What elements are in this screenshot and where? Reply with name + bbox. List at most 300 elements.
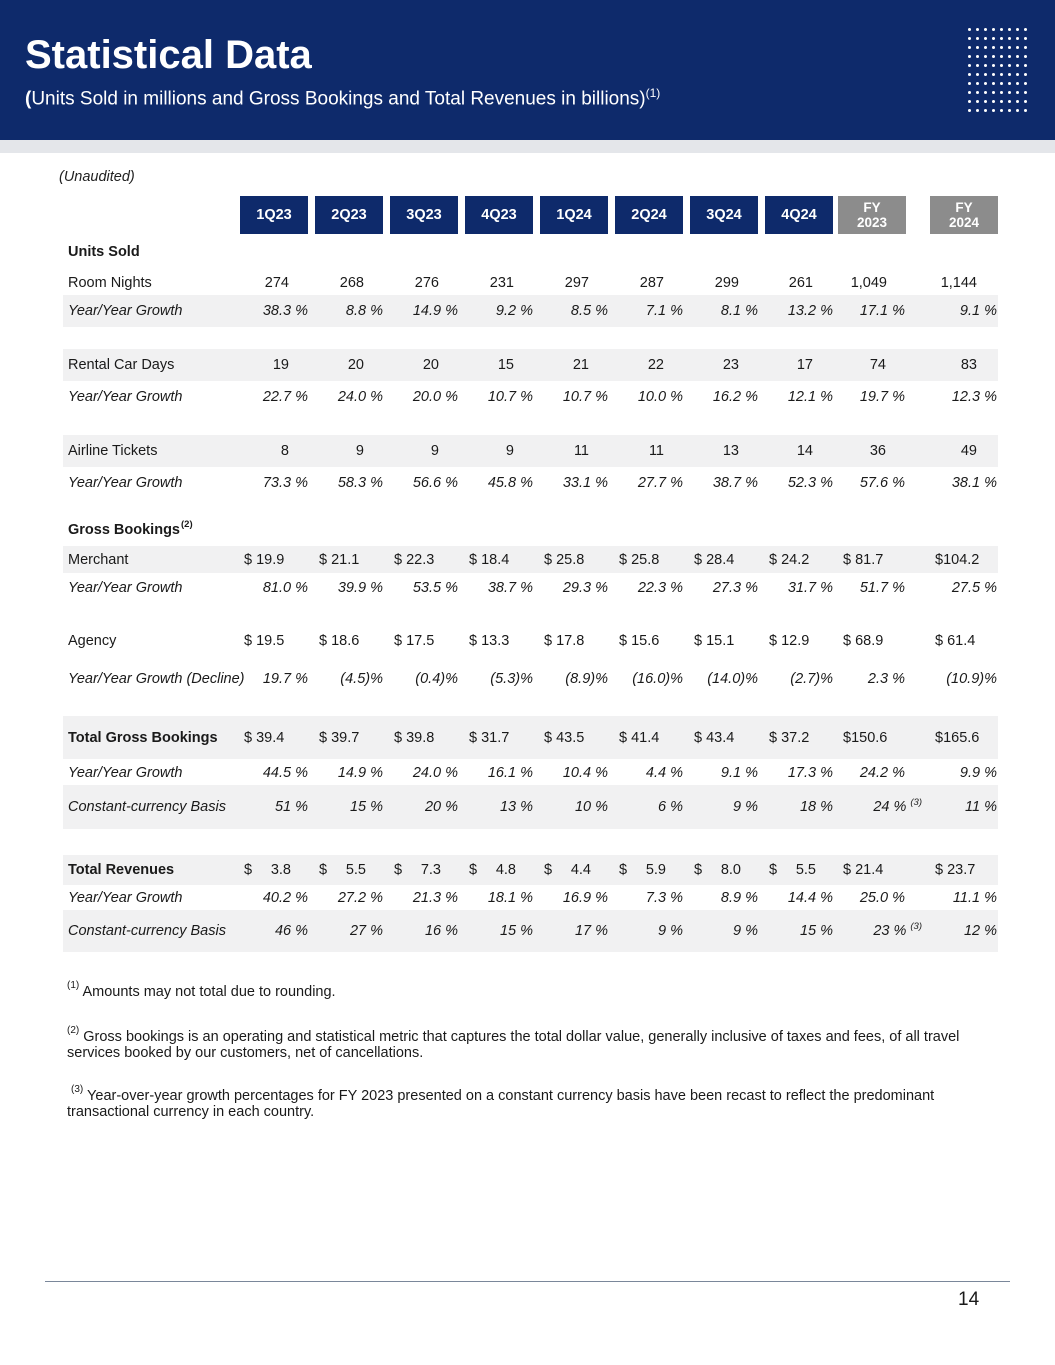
cell-value: $ 21.1 <box>319 551 360 568</box>
cell-currency-symbol: $ <box>769 862 778 878</box>
section-gross-bookings <box>63 514 998 546</box>
cell-value: 9 <box>505 443 514 459</box>
cell-value: 45.8 % <box>487 475 533 491</box>
cell-value: 38.7 % <box>712 475 758 491</box>
cell-value: 11.1 % <box>952 890 997 906</box>
row-label: Total Gross Bookings <box>68 729 218 746</box>
decorative-dot <box>968 64 971 67</box>
cell-value: 297 <box>564 274 589 291</box>
cell-value: 7.1 % <box>645 303 683 319</box>
table-row-room-nights-growth <box>63 295 998 327</box>
cell-value: 57.6 % <box>859 475 905 491</box>
table-row-airline-growth <box>63 467 998 499</box>
decorative-dot <box>1000 64 1003 67</box>
decorative-dot <box>1008 91 1011 94</box>
decorative-dot <box>992 46 995 49</box>
cell-value: 38.7 % <box>487 580 533 596</box>
cell-value: (0.4)% <box>415 671 458 687</box>
cell-value: 231 <box>489 274 514 291</box>
row-label: Year/Year Growth (Decline) <box>68 671 245 687</box>
cell-value: 276 <box>414 274 439 291</box>
footnote-text: Amounts may not total due to rounding. <box>82 983 336 1000</box>
header-divider <box>0 140 1055 153</box>
cell-value: $ 37.2 <box>769 729 810 746</box>
cell-value: 31.7 % <box>787 580 833 596</box>
decorative-dot <box>1000 91 1003 94</box>
cell-value: 44.5 % <box>262 764 308 781</box>
decorative-dot <box>1016 64 1019 67</box>
decorative-dot <box>1024 100 1027 103</box>
cell-value: 46 % <box>274 923 308 939</box>
cell-value: 13 % <box>499 799 533 815</box>
decorative-dot <box>1024 109 1027 112</box>
cell-value: $ 61.4 <box>935 633 976 649</box>
footnote-marker: (2) <box>67 1025 80 1036</box>
cell-value: 3.8 <box>270 862 291 878</box>
cell-value: 5.5 <box>345 862 366 878</box>
page-header <box>0 0 1055 140</box>
cell-value: $ 18.4 <box>469 551 510 568</box>
decorative-dot <box>976 109 979 112</box>
footnote-text: Gross bookings is an operating and statistical metric that captures the total dollar value, generally inclusive of taxes and fees, of all travel services booked by our customers, net of cancellations. <box>67 1028 960 1061</box>
decorative-dot <box>1016 82 1019 85</box>
cell-value: 16.2 % <box>712 389 758 405</box>
cell-value: 81.0 % <box>262 580 308 596</box>
cell-value: 12 % <box>963 923 997 939</box>
section-label: Units Sold <box>68 244 140 260</box>
cell-value: 19 <box>272 357 289 373</box>
row-label: Agency <box>68 633 117 649</box>
decorative-dot <box>1000 28 1003 31</box>
cell-value: 24.2 % <box>859 764 905 781</box>
table-row-agency <box>63 627 998 655</box>
cell-value: 38.1 % <box>951 475 997 491</box>
cell-value: 261 <box>788 274 813 291</box>
cell-value: 15 % <box>799 923 833 939</box>
subtitle-footnote-ref: (1) <box>645 86 661 100</box>
cell-value-text: 24 % <box>873 799 907 815</box>
row-label: Constant-currency Basis <box>68 799 226 815</box>
cell-value: 20 <box>422 357 439 373</box>
decorative-dot <box>1024 73 1027 76</box>
page-subtitle <box>25 86 660 110</box>
decorative-dot <box>1016 73 1019 76</box>
footnote-text: Year-over-year growth percentages for FY 2023 presented on a constant currency basis have been recast to reflect the predominant transactional currency in each country. <box>67 1087 935 1120</box>
footer-divider <box>45 1281 1010 1282</box>
decorative-dot <box>1016 55 1019 58</box>
decorative-dot <box>984 100 987 103</box>
cell-value: 10.7 % <box>487 389 533 405</box>
cell-value: 20 % <box>424 799 458 815</box>
cell-value <box>832 785 922 829</box>
column-header-1q23: 1Q23 <box>240 196 308 234</box>
cell-value: 20 <box>347 357 364 373</box>
decorative-dot <box>1016 37 1019 40</box>
row-label: Year/Year Growth <box>68 475 183 491</box>
cell-value: $ 31.7 <box>469 729 510 746</box>
decorative-dot <box>1024 28 1027 31</box>
cell-value: 49 <box>960 443 977 459</box>
cell-value: 15 % <box>349 799 383 815</box>
cell-value: (16.0)% <box>632 671 683 687</box>
table-row-room-nights <box>63 268 998 297</box>
cell-value: 16 % <box>424 923 458 939</box>
cell-value: 7.3 <box>420 862 441 878</box>
cell-value: 15 % <box>499 923 533 939</box>
cell-value: 6 % <box>658 799 683 815</box>
decorative-dot <box>1024 55 1027 58</box>
cell-value: 25.0 % <box>859 890 905 906</box>
table-row-airline-tickets <box>63 435 998 467</box>
cell-value: 73.3 % <box>262 475 308 491</box>
cell-value: 14.4 % <box>787 890 833 906</box>
row-label: Year/Year Growth <box>68 764 183 781</box>
subtitle-text: Units Sold in millions and Gross Bookings and Total Revenues in billions) <box>31 88 646 110</box>
cell-value: $165.6 <box>935 729 980 746</box>
decorative-dot <box>976 28 979 31</box>
decorative-dot <box>984 37 987 40</box>
cell-value: $104.2 <box>935 551 980 568</box>
decorative-dot <box>984 55 987 58</box>
column-header-3q24: 3Q24 <box>690 196 758 234</box>
decorative-dot <box>992 109 995 112</box>
cell-value: 7.3 % <box>645 890 683 906</box>
table-row-total-revenues <box>63 855 998 885</box>
decorative-dot <box>1024 91 1027 94</box>
cell-value: $ 19.5 <box>244 633 285 649</box>
decorative-dot <box>1016 109 1019 112</box>
cell-value: $ 15.1 <box>694 633 735 649</box>
cell-value: $ 25.8 <box>544 551 585 568</box>
cell-value: 38.3 % <box>262 303 308 319</box>
decorative-dot <box>992 37 995 40</box>
cell-value: $ 22.3 <box>394 551 435 568</box>
decorative-dot <box>992 91 995 94</box>
row-label: Constant-currency Basis <box>68 923 226 939</box>
cell-value: (5.3)% <box>490 671 533 687</box>
decorative-dot <box>992 55 995 58</box>
cell-value: 15 <box>497 357 514 373</box>
cell-value: $ 21.4 <box>843 862 884 878</box>
decorative-dot <box>1008 55 1011 58</box>
cell-value: 27.2 % <box>337 890 383 906</box>
cell-value: 8.8 % <box>345 303 383 319</box>
cell-value: $ 17.8 <box>544 633 585 649</box>
decorative-dot <box>968 109 971 112</box>
cell-value: 17 <box>796 357 813 373</box>
cell-value: $ 17.5 <box>394 633 435 649</box>
cell-value: 9 <box>430 443 439 459</box>
decorative-dot <box>1008 100 1011 103</box>
column-header-fy-2024: FY 2024 <box>930 196 998 234</box>
decorative-dot <box>976 73 979 76</box>
cell-value: 74 <box>869 357 886 373</box>
column-header-4q23: 4Q23 <box>465 196 533 234</box>
footnote-2 <box>67 1025 987 1061</box>
cell-footnote-ref: (3) <box>910 796 922 808</box>
cell-value: 20.0 % <box>412 389 458 405</box>
cell-currency-symbol: $ <box>544 862 553 878</box>
cell-value: 19.7 % <box>859 389 905 405</box>
cell-value: 22.3 % <box>637 580 683 596</box>
decorative-dot <box>1024 64 1027 67</box>
cell-value: $ 39.4 <box>244 729 285 746</box>
section-label <box>68 514 253 546</box>
cell-value: (4.5)% <box>340 671 383 687</box>
cell-value: 36 <box>869 443 886 459</box>
cell-value: 19.7 % <box>262 671 308 687</box>
decorative-dot <box>976 46 979 49</box>
cell-value: 39.9 % <box>337 580 383 596</box>
row-label: Airline Tickets <box>68 443 158 459</box>
decorative-dot <box>976 55 979 58</box>
table-row-tgb-growth <box>63 759 998 786</box>
cell-value: 9 % <box>733 923 758 939</box>
footnote-1 <box>67 980 967 1000</box>
cell-value: 14 <box>796 443 813 459</box>
cell-value: 8 <box>280 443 289 459</box>
table-row-rental-car-days <box>63 349 998 381</box>
cell-value: 56.6 % <box>412 475 458 491</box>
cell-value: 14.9 % <box>412 303 458 319</box>
cell-value: $ 39.7 <box>319 729 360 746</box>
cell-value <box>832 910 922 952</box>
decorative-dot <box>984 64 987 67</box>
page-title: Statistical Data <box>25 33 312 77</box>
decorative-dot <box>976 91 979 94</box>
cell-value: $ 15.6 <box>619 633 660 649</box>
decorative-dot <box>984 91 987 94</box>
decorative-dot <box>968 46 971 49</box>
decorative-dot <box>1000 73 1003 76</box>
cell-value: $ 41.4 <box>619 729 660 746</box>
cell-value: 27.7 % <box>637 475 683 491</box>
cell-value: $ 43.4 <box>694 729 735 746</box>
decorative-dot <box>1008 28 1011 31</box>
decorative-dot <box>1008 82 1011 85</box>
cell-value: $ 39.8 <box>394 729 435 746</box>
cell-value: 5.5 <box>795 862 816 878</box>
column-header-2q24: 2Q24 <box>615 196 683 234</box>
decorative-dot <box>984 82 987 85</box>
cell-value: 14.9 % <box>337 764 383 781</box>
cell-value: 17.1 % <box>859 303 905 319</box>
table-row-merchant <box>63 546 998 573</box>
cell-currency-symbol: $ <box>619 862 628 878</box>
cell-value: 10 % <box>574 799 608 815</box>
cell-value: 17 % <box>574 923 608 939</box>
cell-value-text: 23 % <box>873 923 907 939</box>
subtitle-open-paren: ( <box>25 88 32 110</box>
decorative-dot <box>968 55 971 58</box>
row-label: Total Revenues <box>68 862 175 878</box>
decorative-dot <box>984 73 987 76</box>
row-label: Year/Year Growth <box>68 303 183 319</box>
cell-currency-symbol: $ <box>469 862 478 878</box>
footnote-marker: (3) <box>71 1084 84 1095</box>
cell-value: 24.0 % <box>412 764 458 781</box>
decorative-dot <box>976 37 979 40</box>
decorative-dot <box>992 28 995 31</box>
row-label: Rental Car Days <box>68 357 175 373</box>
cell-value: 13 <box>722 443 739 459</box>
cell-value: 13.2 % <box>787 303 833 319</box>
cell-value: 11 <box>573 443 589 459</box>
footnote-marker: (1) <box>67 980 80 991</box>
column-header-4q24: 4Q24 <box>765 196 833 234</box>
cell-value: 10.0 % <box>637 389 683 405</box>
decorative-dot <box>1008 37 1011 40</box>
cell-value: 27 % <box>349 923 383 939</box>
decorative-dot <box>968 100 971 103</box>
decorative-dot <box>976 64 979 67</box>
decorative-dot <box>1008 46 1011 49</box>
cell-value: 299 <box>714 274 739 291</box>
footnote-3 <box>67 1084 967 1120</box>
cell-value: (8.9)% <box>565 671 608 687</box>
cell-value: $ 43.5 <box>544 729 585 746</box>
cell-value: 10.7 % <box>562 389 608 405</box>
cell-value: 40.2 % <box>262 890 308 906</box>
cell-value: 2.3 % <box>867 671 905 687</box>
row-label: Room Nights <box>68 274 152 291</box>
cell-value: 24.0 % <box>337 389 383 405</box>
cell-currency-symbol: $ <box>394 862 403 878</box>
table-row-merchant-growth <box>63 572 998 604</box>
cell-value: 4.4 <box>570 862 591 878</box>
section-label-text: Gross Bookings <box>68 522 180 538</box>
cell-value: $ 12.9 <box>769 633 810 649</box>
column-header-2q23: 2Q23 <box>315 196 383 234</box>
decorative-dot <box>976 100 979 103</box>
column-header-3q23: 3Q23 <box>390 196 458 234</box>
cell-value: 9.1 % <box>959 303 997 319</box>
cell-value: 9.2 % <box>495 303 533 319</box>
cell-value: 11 % <box>965 799 997 815</box>
cell-value: 29.3 % <box>562 580 608 596</box>
decorative-dot <box>1000 55 1003 58</box>
cell-value: 12.1 % <box>787 389 833 405</box>
cell-value: 27.5 % <box>951 580 997 596</box>
decorative-dot <box>1008 109 1011 112</box>
cell-value: 23 <box>722 357 739 373</box>
decorative-dot <box>968 82 971 85</box>
decorative-dot <box>976 82 979 85</box>
cell-value: 5.9 <box>645 862 666 878</box>
decorative-dot <box>984 46 987 49</box>
cell-value: $150.6 <box>843 729 888 746</box>
cell-value: 8.9 % <box>720 890 758 906</box>
decorative-dot <box>1008 64 1011 67</box>
page-number: 14 <box>958 1289 980 1310</box>
decorative-dot <box>968 73 971 76</box>
column-header-fy-2023: FY 2023 <box>838 196 906 234</box>
cell-value: $ 18.6 <box>319 633 360 649</box>
cell-value: 8.0 <box>720 862 741 878</box>
decorative-dot <box>1000 109 1003 112</box>
table-row-total-gross-bookings <box>63 716 998 759</box>
cell-value: 51 % <box>274 799 308 815</box>
decorative-dot <box>1016 46 1019 49</box>
cell-value: 17.3 % <box>787 764 833 781</box>
cell-value: (14.0)% <box>707 671 758 687</box>
cell-value: 83 <box>960 357 977 373</box>
section-footnote-ref: (2) <box>181 519 193 530</box>
cell-value: 287 <box>639 274 664 291</box>
decorative-dot <box>1008 73 1011 76</box>
cell-value: 27.3 % <box>712 580 758 596</box>
cell-value: $ 28.4 <box>694 551 735 568</box>
table-row-tgb-cc <box>63 785 998 829</box>
decorative-dot <box>992 82 995 85</box>
cell-value: 21.3 % <box>412 890 458 906</box>
cell-value: 18.1 % <box>487 890 533 906</box>
row-label: Year/Year Growth <box>68 389 183 405</box>
cell-value: 9.1 % <box>720 764 758 781</box>
decorative-dot <box>1016 91 1019 94</box>
cell-value: 18 % <box>799 799 833 815</box>
cell-value: $ 81.7 <box>843 551 884 568</box>
decorative-dot <box>1000 100 1003 103</box>
row-label: Year/Year Growth <box>68 580 183 596</box>
row-label: Merchant <box>68 551 129 568</box>
decorative-dot <box>968 37 971 40</box>
cell-value: 8.5 % <box>570 303 608 319</box>
unaudited-note: (Unaudited) <box>59 169 135 185</box>
decorative-dot <box>984 109 987 112</box>
cell-value: 1,144 <box>940 274 977 291</box>
decorative-dot <box>1024 82 1027 85</box>
cell-value: 58.3 % <box>337 475 383 491</box>
cell-value: 10.4 % <box>562 764 608 781</box>
table-row-rev-cc <box>63 910 998 952</box>
cell-value: 268 <box>339 274 364 291</box>
decorative-dot <box>992 73 995 76</box>
decorative-dot <box>968 28 971 31</box>
cell-value: 21 <box>572 357 589 373</box>
cell-value: 4.8 <box>495 862 516 878</box>
cell-currency-symbol: $ <box>244 862 253 878</box>
decorative-dot <box>1016 28 1019 31</box>
decorative-dot <box>1000 37 1003 40</box>
cell-value: $ 19.9 <box>244 551 285 568</box>
cell-currency-symbol: $ <box>694 862 703 878</box>
cell-value: $ 25.8 <box>619 551 660 568</box>
table-row-rev-growth <box>63 884 998 912</box>
decorative-dot <box>1024 46 1027 49</box>
cell-value: 52.3 % <box>787 475 833 491</box>
decorative-dot <box>968 91 971 94</box>
decorative-dot <box>992 100 995 103</box>
cell-value: (2.7)% <box>790 671 833 687</box>
cell-value: 9 % <box>658 923 683 939</box>
cell-value: 12.3 % <box>951 389 997 405</box>
cell-value: 9 % <box>733 799 758 815</box>
decorative-dot <box>1000 82 1003 85</box>
cell-value: $ 13.3 <box>469 633 510 649</box>
decorative-dot <box>1000 46 1003 49</box>
decorative-dot <box>984 28 987 31</box>
cell-value: (10.9)% <box>946 671 997 687</box>
cell-currency-symbol: $ <box>319 862 328 878</box>
cell-value: 51.7 % <box>859 580 905 596</box>
cell-value: 4.4 % <box>645 764 683 781</box>
cell-value: 16.9 % <box>562 890 608 906</box>
cell-value: 9 <box>355 443 364 459</box>
cell-value: 22.7 % <box>262 389 308 405</box>
cell-value: $ 24.2 <box>769 551 810 568</box>
cell-value: $ 23.7 <box>935 862 976 878</box>
